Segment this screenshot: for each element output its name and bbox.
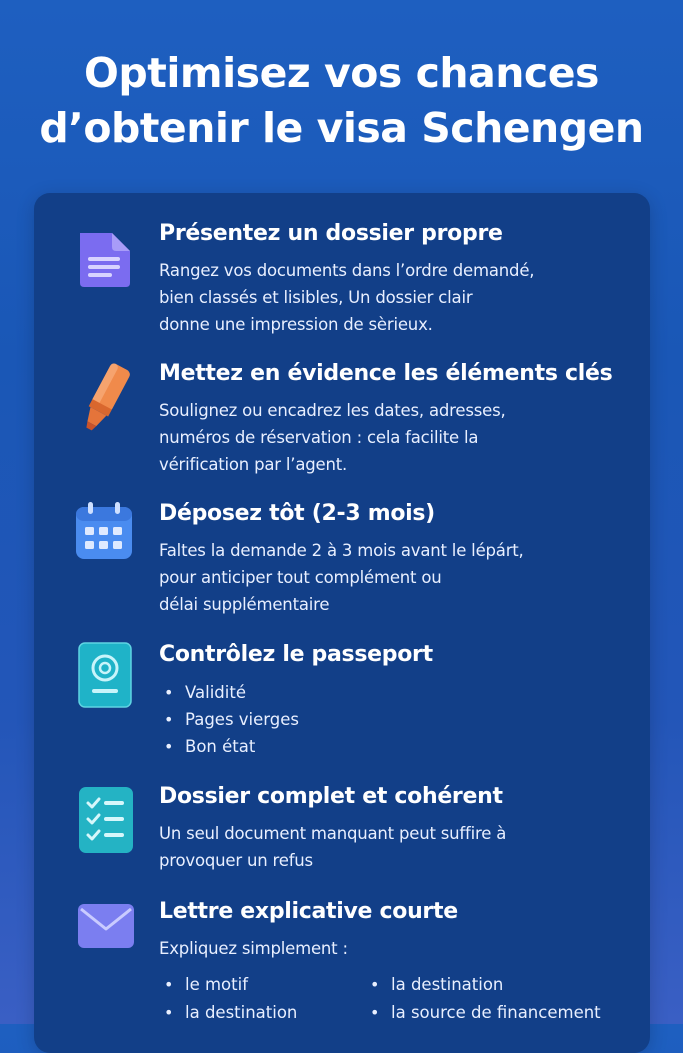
tip-line: provoquer un refus (159, 851, 313, 870)
list-item: • la destination (164, 999, 297, 1027)
letter-bullets-right (370, 971, 601, 1027)
letter-bullets-left (164, 971, 297, 1027)
tip-line: Un seul document manquant peut suffire à (159, 824, 507, 843)
passport-icon (78, 642, 132, 708)
list-item: • Validité (164, 679, 299, 706)
tip-title: Contrôlez le passeport (159, 642, 433, 667)
tip-title: Déposez tôt (2-3 mois) (159, 501, 435, 526)
tips-card (34, 193, 650, 1053)
tip-description (159, 537, 524, 618)
highlighter-icon (76, 361, 134, 437)
title-line-2: d’obtenir le visa Schengen (39, 104, 644, 152)
tip-title: Dossier complet et cohérent (159, 784, 503, 809)
tip-title: Mettez en évidence les éléments clés (159, 361, 613, 386)
list-item: • la source de financement (370, 999, 601, 1027)
tip-line: pour anticiper tout complément ou (159, 568, 442, 587)
title-line-1: Optimisez vos chances (84, 49, 599, 97)
checklist-icon (78, 786, 134, 854)
tip-line: numéros de réservation : cela facilite la (159, 428, 479, 447)
calendar-icon (74, 501, 134, 561)
tip-title: Présentez un dossier propre (159, 221, 503, 246)
tip-line: Faltes la demande 2 à 3 mois avant le lépárt, (159, 541, 524, 560)
envelope-icon (77, 903, 135, 949)
list-item: • Bon état (164, 733, 299, 760)
passport-checklist (164, 679, 299, 760)
document-icon (74, 229, 136, 291)
tip-line: donne une impression de sèrieux. (159, 315, 433, 334)
tip-line: vérification par l’agent. (159, 455, 348, 474)
tip-line: délai supplémentaire (159, 595, 330, 614)
page-title (0, 46, 683, 156)
tip-line: Rangez vos documents dans l’ordre demandé, (159, 261, 535, 280)
list-item: • Pages vierges (164, 706, 299, 733)
list-item: • la destination (370, 971, 601, 999)
list-item: • le motif (164, 971, 297, 999)
tip-title: Lettre explicative courte (159, 899, 458, 924)
tip-intro: Expliquez simplement : (159, 939, 348, 958)
tip-description (159, 257, 534, 338)
tip-line: bien classés et lisibles, Un dossier clair (159, 288, 473, 307)
tip-line: Soulignez ou encadrez les dates, adresses, (159, 401, 506, 420)
tip-description (159, 820, 506, 874)
tip-description (159, 397, 506, 478)
